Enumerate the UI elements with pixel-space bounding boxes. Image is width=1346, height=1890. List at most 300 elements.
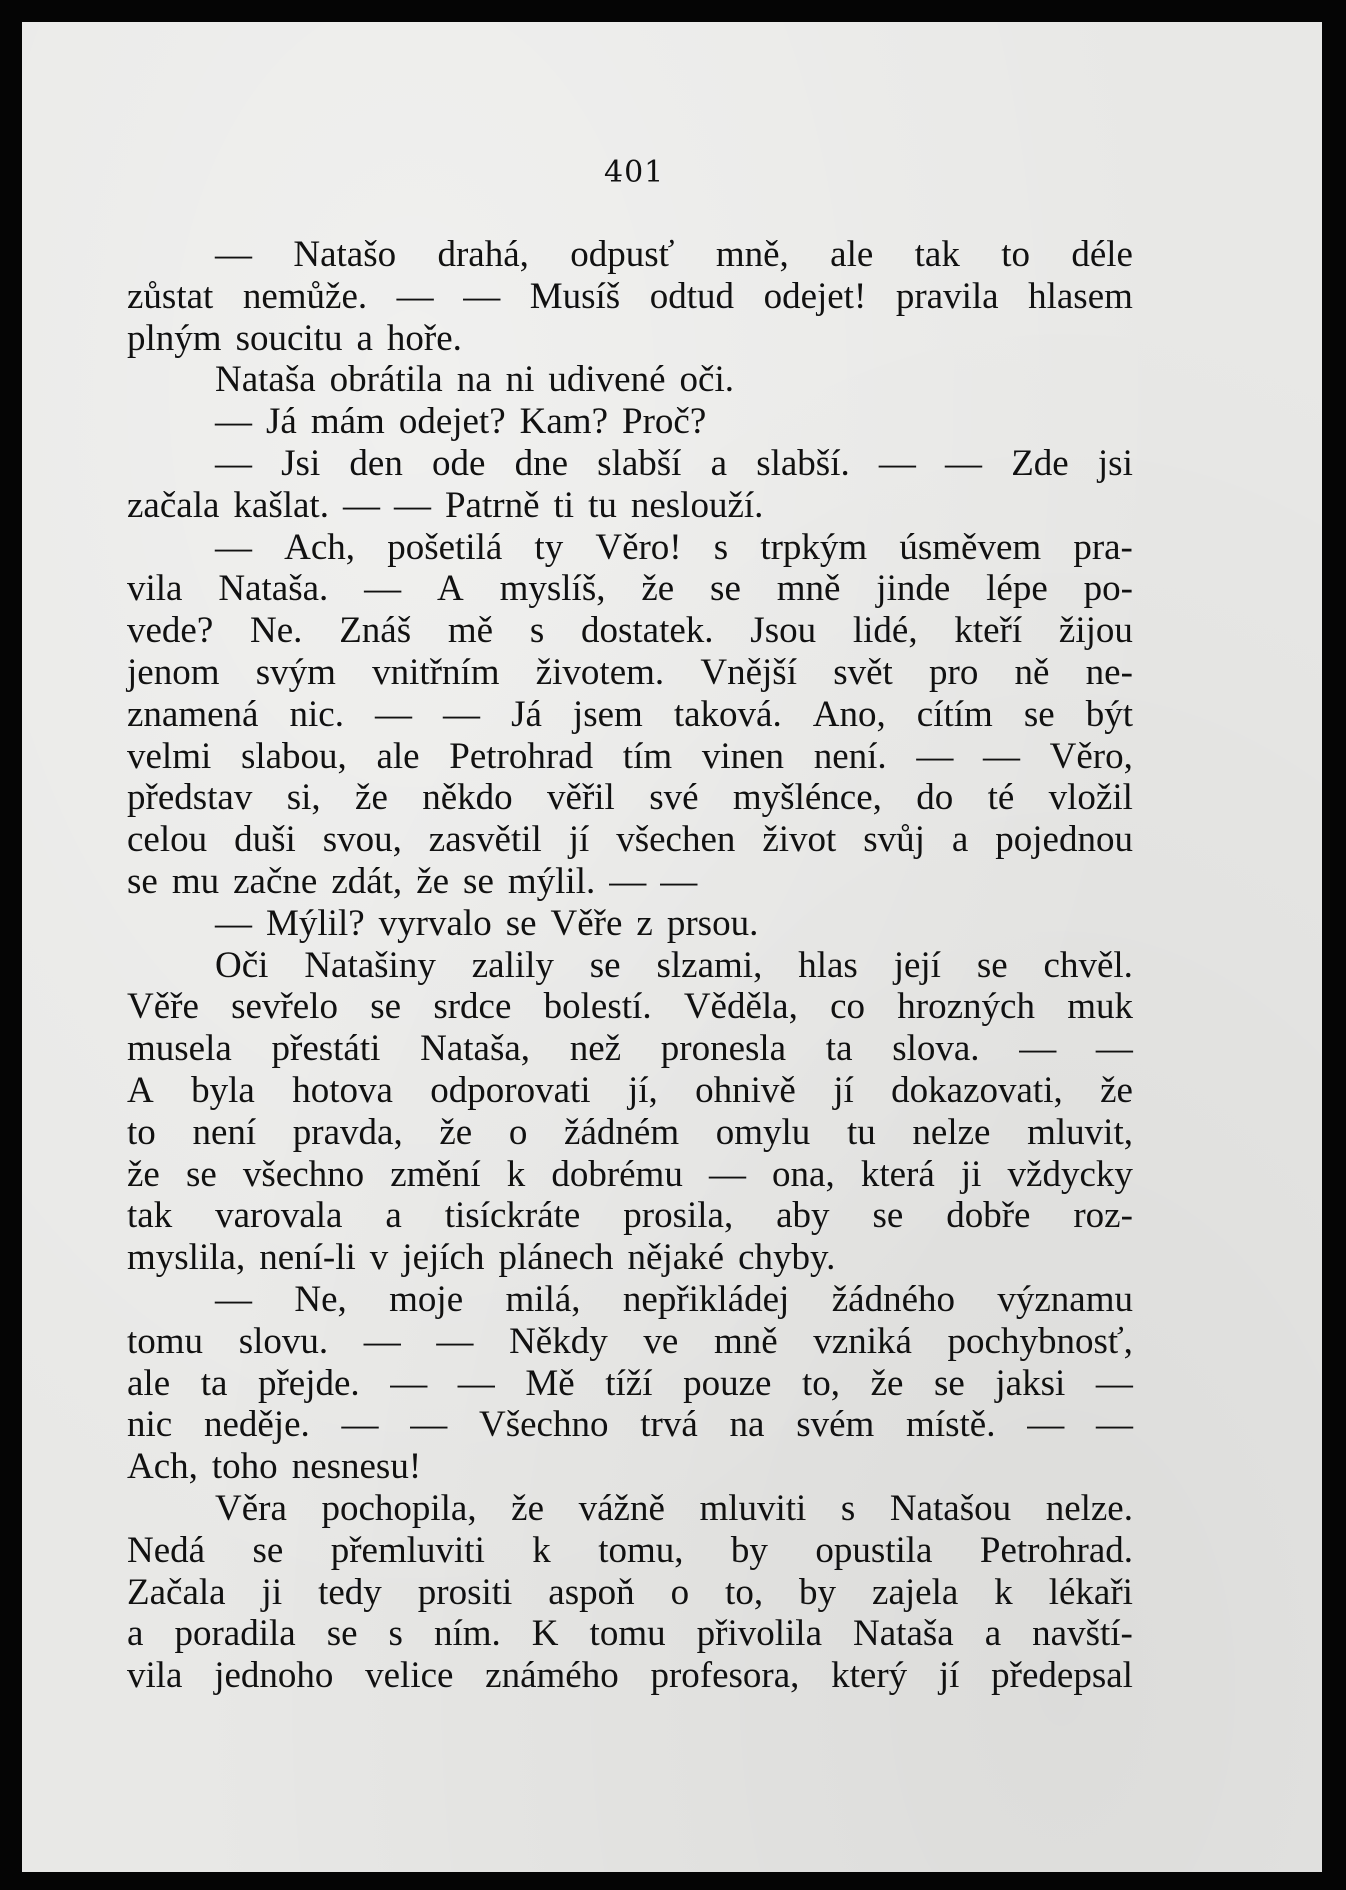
text-line <box>127 568 1133 610</box>
word: pojednou <box>995 819 1133 861</box>
word: žijou <box>1058 610 1133 652</box>
word: — <box>457 1362 495 1404</box>
word: — <box>436 1320 474 1362</box>
word: neslouží. <box>630 484 764 526</box>
word: změní <box>390 1153 481 1195</box>
word: — <box>342 484 380 526</box>
word: aspoň <box>548 1571 635 1613</box>
word: začala <box>127 484 220 526</box>
word: poradila <box>174 1613 296 1655</box>
word: než <box>569 1028 622 1070</box>
word: srdce <box>433 986 512 1028</box>
text-line <box>127 401 1133 443</box>
word: svět <box>833 651 893 693</box>
text-line <box>127 1446 1133 1488</box>
word: toho <box>211 1446 278 1488</box>
word: Jsou <box>750 610 817 652</box>
word: — <box>215 526 252 568</box>
word: vyrvalo <box>378 902 492 944</box>
word: o <box>670 1571 690 1613</box>
word: myslila, <box>127 1237 246 1279</box>
word: mluvit, <box>1027 1111 1133 1153</box>
word: mu <box>171 860 220 902</box>
word: začne <box>233 860 318 902</box>
word: životem. <box>535 651 665 693</box>
word: — <box>1027 1404 1065 1446</box>
word: opustila <box>815 1529 933 1571</box>
word: udivené <box>548 359 666 401</box>
word: její <box>893 944 941 986</box>
word: obrátila <box>329 359 443 401</box>
word: jenom <box>127 651 220 693</box>
word: a <box>710 442 728 484</box>
word: Někdy <box>509 1320 608 1362</box>
text-line <box>127 443 1133 485</box>
word: že <box>439 1111 473 1153</box>
word: Proč? <box>622 401 707 443</box>
word: Musíš <box>529 275 621 317</box>
word: musela <box>127 1028 232 1070</box>
word: která <box>860 1153 935 1195</box>
word: do <box>916 777 954 819</box>
word: omylu <box>715 1111 811 1153</box>
text-line <box>127 1363 1133 1405</box>
word: bolestí. <box>543 986 652 1028</box>
word: by <box>730 1529 768 1571</box>
word: po- <box>1083 568 1133 610</box>
word: s <box>840 1487 856 1529</box>
body-text <box>127 234 1133 1697</box>
word: — <box>215 401 252 443</box>
word: svém <box>796 1404 875 1446</box>
word: nic <box>127 1404 173 1446</box>
word: myšlénce, <box>732 777 882 819</box>
word: té <box>987 777 1015 819</box>
word: roz- <box>1073 1195 1133 1237</box>
word: slzami, <box>656 944 763 986</box>
word: plným <box>127 317 222 359</box>
word: Natašiny <box>304 944 436 986</box>
word: velice <box>365 1655 454 1697</box>
word: prositi <box>417 1571 513 1613</box>
word: k <box>506 1153 526 1195</box>
word: Nataša <box>215 359 316 401</box>
word: a <box>356 317 373 359</box>
word: soucitu <box>235 317 343 359</box>
text-line <box>127 1404 1133 1446</box>
word: lépe <box>986 568 1048 610</box>
word: to <box>1001 234 1030 275</box>
word: — <box>341 1404 379 1446</box>
word: jinde <box>876 568 951 610</box>
text-line <box>127 1613 1133 1655</box>
word: velmi <box>127 735 212 777</box>
word: den <box>349 442 403 484</box>
word: co <box>830 986 866 1028</box>
word: odpusť <box>570 234 675 275</box>
word: jsem <box>572 693 643 735</box>
word: mně <box>776 568 841 610</box>
word: se <box>463 860 494 902</box>
word: Já <box>511 693 542 735</box>
word: nelze <box>912 1111 991 1153</box>
word: se <box>710 568 741 610</box>
word: — <box>982 735 1020 777</box>
word: mluviti <box>699 1487 807 1529</box>
word: hlas <box>798 944 858 986</box>
word: není-li <box>259 1237 356 1279</box>
word: Nataša, <box>420 1028 531 1070</box>
word: trpkým <box>760 526 868 568</box>
word: tu <box>846 1111 876 1153</box>
word: varovala <box>215 1195 343 1237</box>
word: se <box>934 1362 965 1404</box>
word: prsou. <box>666 902 759 944</box>
word: Kam? <box>519 401 608 443</box>
word: zalily <box>471 944 554 986</box>
word: pro <box>929 651 979 693</box>
text-line <box>127 1321 1133 1363</box>
word: ji <box>261 1571 283 1613</box>
word: Ach, <box>284 526 356 568</box>
word: duši <box>234 819 296 861</box>
word: z <box>636 902 653 944</box>
word: tu <box>588 484 617 526</box>
word: s <box>713 526 729 568</box>
word: — <box>708 1153 746 1195</box>
word: jednoho <box>214 1655 334 1697</box>
word: nějaké <box>627 1237 725 1279</box>
word: dobrému <box>551 1153 683 1195</box>
word: neděje. <box>203 1404 310 1446</box>
word: předepsal <box>991 1655 1133 1697</box>
word: nepřikládej <box>622 1278 790 1320</box>
word: Já <box>266 401 297 443</box>
word: ohnivě <box>695 1069 796 1111</box>
word: Natašou <box>889 1487 1012 1529</box>
word: a <box>951 819 969 861</box>
word: — <box>1019 1028 1057 1070</box>
word: zajela <box>872 1571 959 1613</box>
word: ne- <box>1085 651 1133 693</box>
word: slova. <box>892 1028 980 1070</box>
word: Petrohrad. <box>979 1529 1133 1571</box>
book-page <box>22 22 1322 1872</box>
word: na <box>456 359 492 401</box>
word: mě <box>447 610 494 652</box>
word: významu <box>997 1278 1133 1320</box>
word: chvěl. <box>1043 944 1133 986</box>
word: život <box>762 819 837 861</box>
word: nelze. <box>1045 1487 1133 1529</box>
word: na <box>729 1404 765 1446</box>
word: tedy <box>318 1571 382 1613</box>
word: A <box>127 1069 154 1111</box>
word: tomu <box>589 1613 666 1655</box>
word: — <box>1095 1362 1133 1404</box>
word: Věře <box>127 986 199 1028</box>
text-line <box>127 986 1133 1028</box>
word: odejet? <box>398 401 506 443</box>
word: Mýlil? <box>266 902 365 944</box>
text-line <box>127 1530 1133 1572</box>
word: žádného <box>831 1278 955 1320</box>
word: a <box>984 1613 1002 1655</box>
word: tím <box>622 735 673 777</box>
word: se <box>370 986 402 1028</box>
word: přivolila <box>696 1613 822 1655</box>
word: Znáš <box>339 610 412 652</box>
word: úsměvem <box>899 526 1042 568</box>
word: chyby. <box>738 1237 836 1279</box>
word: Zde <box>1011 442 1069 484</box>
word: — <box>443 693 481 735</box>
text-line <box>127 485 1133 527</box>
word: nic. <box>289 693 344 735</box>
word: Ano, <box>812 693 886 735</box>
word: Věděla, <box>683 986 798 1028</box>
word: — <box>215 902 252 944</box>
word: Vnější <box>700 651 797 693</box>
word: celou <box>127 819 208 861</box>
word: moje <box>389 1278 464 1320</box>
word: — <box>463 275 501 317</box>
word: se <box>252 1529 284 1571</box>
word: — <box>375 693 412 735</box>
word: vážně <box>578 1487 665 1529</box>
word: ale <box>376 735 420 777</box>
word: představ <box>127 777 253 819</box>
word: slovu. <box>238 1320 329 1362</box>
text-line <box>127 276 1133 318</box>
word: ty <box>534 526 564 568</box>
word: Věře <box>550 902 623 944</box>
word: se <box>976 944 1008 986</box>
text-line <box>127 1028 1133 1070</box>
word: Nataša <box>853 1613 954 1655</box>
word: milá, <box>505 1278 581 1320</box>
word: by <box>799 1571 837 1613</box>
word: — <box>390 1362 428 1404</box>
text-line <box>127 359 1133 401</box>
word: zdát, <box>331 860 403 902</box>
word: odporovati <box>430 1069 591 1111</box>
word: ode <box>431 442 486 484</box>
word: tomu <box>127 1320 204 1362</box>
word: jí <box>938 1655 960 1697</box>
word: dokazovati, <box>891 1069 1063 1111</box>
word: vede? <box>127 610 214 652</box>
word: nesnesu! <box>291 1446 422 1488</box>
word: hlasem <box>1028 275 1133 317</box>
word: lékaři <box>1048 1571 1133 1613</box>
word: jsi <box>1097 442 1133 484</box>
word: v <box>369 1237 389 1279</box>
word: slabší <box>597 442 682 484</box>
word: pravda, <box>292 1111 403 1153</box>
text-line <box>127 610 1133 652</box>
word: vila <box>127 568 183 610</box>
word: ona, <box>772 1153 835 1195</box>
word: slabou, <box>240 735 347 777</box>
word: jí, <box>627 1069 658 1111</box>
text-line <box>127 1195 1133 1237</box>
word: mýlil. <box>507 860 596 902</box>
word: někdo <box>422 777 513 819</box>
text-line <box>127 1237 1133 1279</box>
word: to, <box>725 1571 764 1613</box>
word: prosila, <box>623 1195 734 1237</box>
word: pochopila, <box>321 1487 477 1529</box>
text-line <box>127 1488 1133 1530</box>
word: se <box>127 860 158 902</box>
word: a <box>127 1613 144 1655</box>
text-line <box>127 819 1133 861</box>
word: Mě <box>525 1362 575 1404</box>
word: ji <box>960 1153 982 1195</box>
text-line <box>127 1154 1133 1196</box>
word: — <box>916 735 954 777</box>
word: že <box>355 777 388 819</box>
word: — <box>393 484 431 526</box>
text-line <box>127 1572 1133 1614</box>
word: dostatek. <box>580 610 714 652</box>
word: přestáti <box>271 1028 381 1070</box>
word: Věro, <box>1049 735 1133 777</box>
word: Věro! <box>595 526 682 568</box>
word: známého <box>485 1655 619 1697</box>
word: si, <box>286 777 321 819</box>
word: se <box>872 1195 904 1237</box>
word: myslíš, <box>499 568 606 610</box>
word: — <box>1095 1404 1133 1446</box>
word: přemluviti <box>330 1529 485 1571</box>
text-line <box>127 1112 1133 1154</box>
word: Nataša. <box>218 568 329 610</box>
word: Natašo <box>293 234 397 275</box>
text-line <box>127 861 1133 903</box>
word: tíží <box>605 1362 653 1404</box>
word: znamená <box>127 693 259 735</box>
word: že <box>1100 1069 1133 1111</box>
word: ta <box>825 1028 853 1070</box>
text-line <box>127 234 1133 276</box>
word: to <box>127 1111 156 1153</box>
word: ním. <box>433 1613 501 1655</box>
text-line <box>127 736 1133 778</box>
word: odtud <box>649 275 735 317</box>
word: jaksi <box>995 1362 1066 1404</box>
word: Všechno <box>479 1404 609 1446</box>
word: dne <box>514 442 569 484</box>
word: se <box>185 1153 217 1195</box>
page-number: 401 <box>604 155 665 190</box>
word: Věra <box>215 1487 287 1529</box>
word: k <box>994 1571 1013 1613</box>
word: s <box>529 610 545 652</box>
word: se <box>326 1613 358 1655</box>
word: K <box>531 1613 559 1655</box>
word: — <box>215 234 252 275</box>
word: vnitřním <box>372 651 500 693</box>
word: vzniká <box>813 1320 912 1362</box>
word: Jsi <box>281 442 321 484</box>
word: navští- <box>1032 1613 1133 1655</box>
word: že <box>641 568 675 610</box>
word: není. <box>813 735 887 777</box>
word: jí <box>568 819 590 861</box>
word: věřil <box>547 777 615 819</box>
word: že <box>511 1487 545 1529</box>
word: — <box>215 1278 252 1320</box>
word: — <box>1095 1028 1133 1070</box>
word: Ne. <box>250 610 303 652</box>
word: Nedá <box>127 1529 206 1571</box>
word: — <box>215 442 252 484</box>
word: déle <box>1071 234 1133 275</box>
word: že <box>870 1362 904 1404</box>
word: pronesla <box>660 1028 787 1070</box>
word: vila <box>127 1655 183 1697</box>
word: svůj <box>863 819 925 861</box>
word: svou, <box>322 819 402 861</box>
word: k <box>532 1529 551 1571</box>
word: cítím <box>916 693 993 735</box>
word: Ne, <box>294 1278 347 1320</box>
text-line <box>127 777 1133 819</box>
word: Patrně <box>444 484 540 526</box>
word: — <box>660 860 698 902</box>
word: muk <box>1067 986 1133 1028</box>
word: kteří <box>954 610 1023 652</box>
word: mně, <box>715 234 789 275</box>
word: pošetilá <box>387 526 503 568</box>
word: pra- <box>1073 526 1133 568</box>
word: jejích <box>402 1237 485 1279</box>
word: o <box>508 1111 528 1153</box>
word: svým <box>255 651 336 693</box>
word: nemůže. <box>242 275 368 317</box>
text-line <box>127 945 1133 987</box>
word: pochybnosť, <box>947 1320 1133 1362</box>
text-line <box>127 527 1133 569</box>
word: s <box>388 1613 403 1655</box>
word: ale <box>830 234 874 275</box>
word: tak <box>914 234 960 275</box>
text-line <box>127 694 1133 736</box>
word: se <box>505 902 537 944</box>
word: a <box>385 1195 402 1237</box>
word: se <box>1023 693 1055 735</box>
word: ale <box>127 1362 171 1404</box>
word: ta <box>200 1362 228 1404</box>
word: Ach, <box>127 1446 198 1488</box>
word: mám <box>310 401 385 443</box>
word: trvá <box>640 1404 698 1446</box>
text-line <box>127 903 1133 945</box>
word: ve <box>643 1320 679 1362</box>
word: drahá, <box>437 234 529 275</box>
text-line <box>127 318 1133 360</box>
word: místě. <box>906 1404 996 1446</box>
word: žádném <box>564 1111 680 1153</box>
word: Oči <box>215 944 269 986</box>
word: všechno <box>242 1153 365 1195</box>
word: — <box>878 442 916 484</box>
word: všechen <box>616 819 736 861</box>
word: vždycky <box>1007 1153 1133 1195</box>
word: pouze <box>683 1362 772 1404</box>
